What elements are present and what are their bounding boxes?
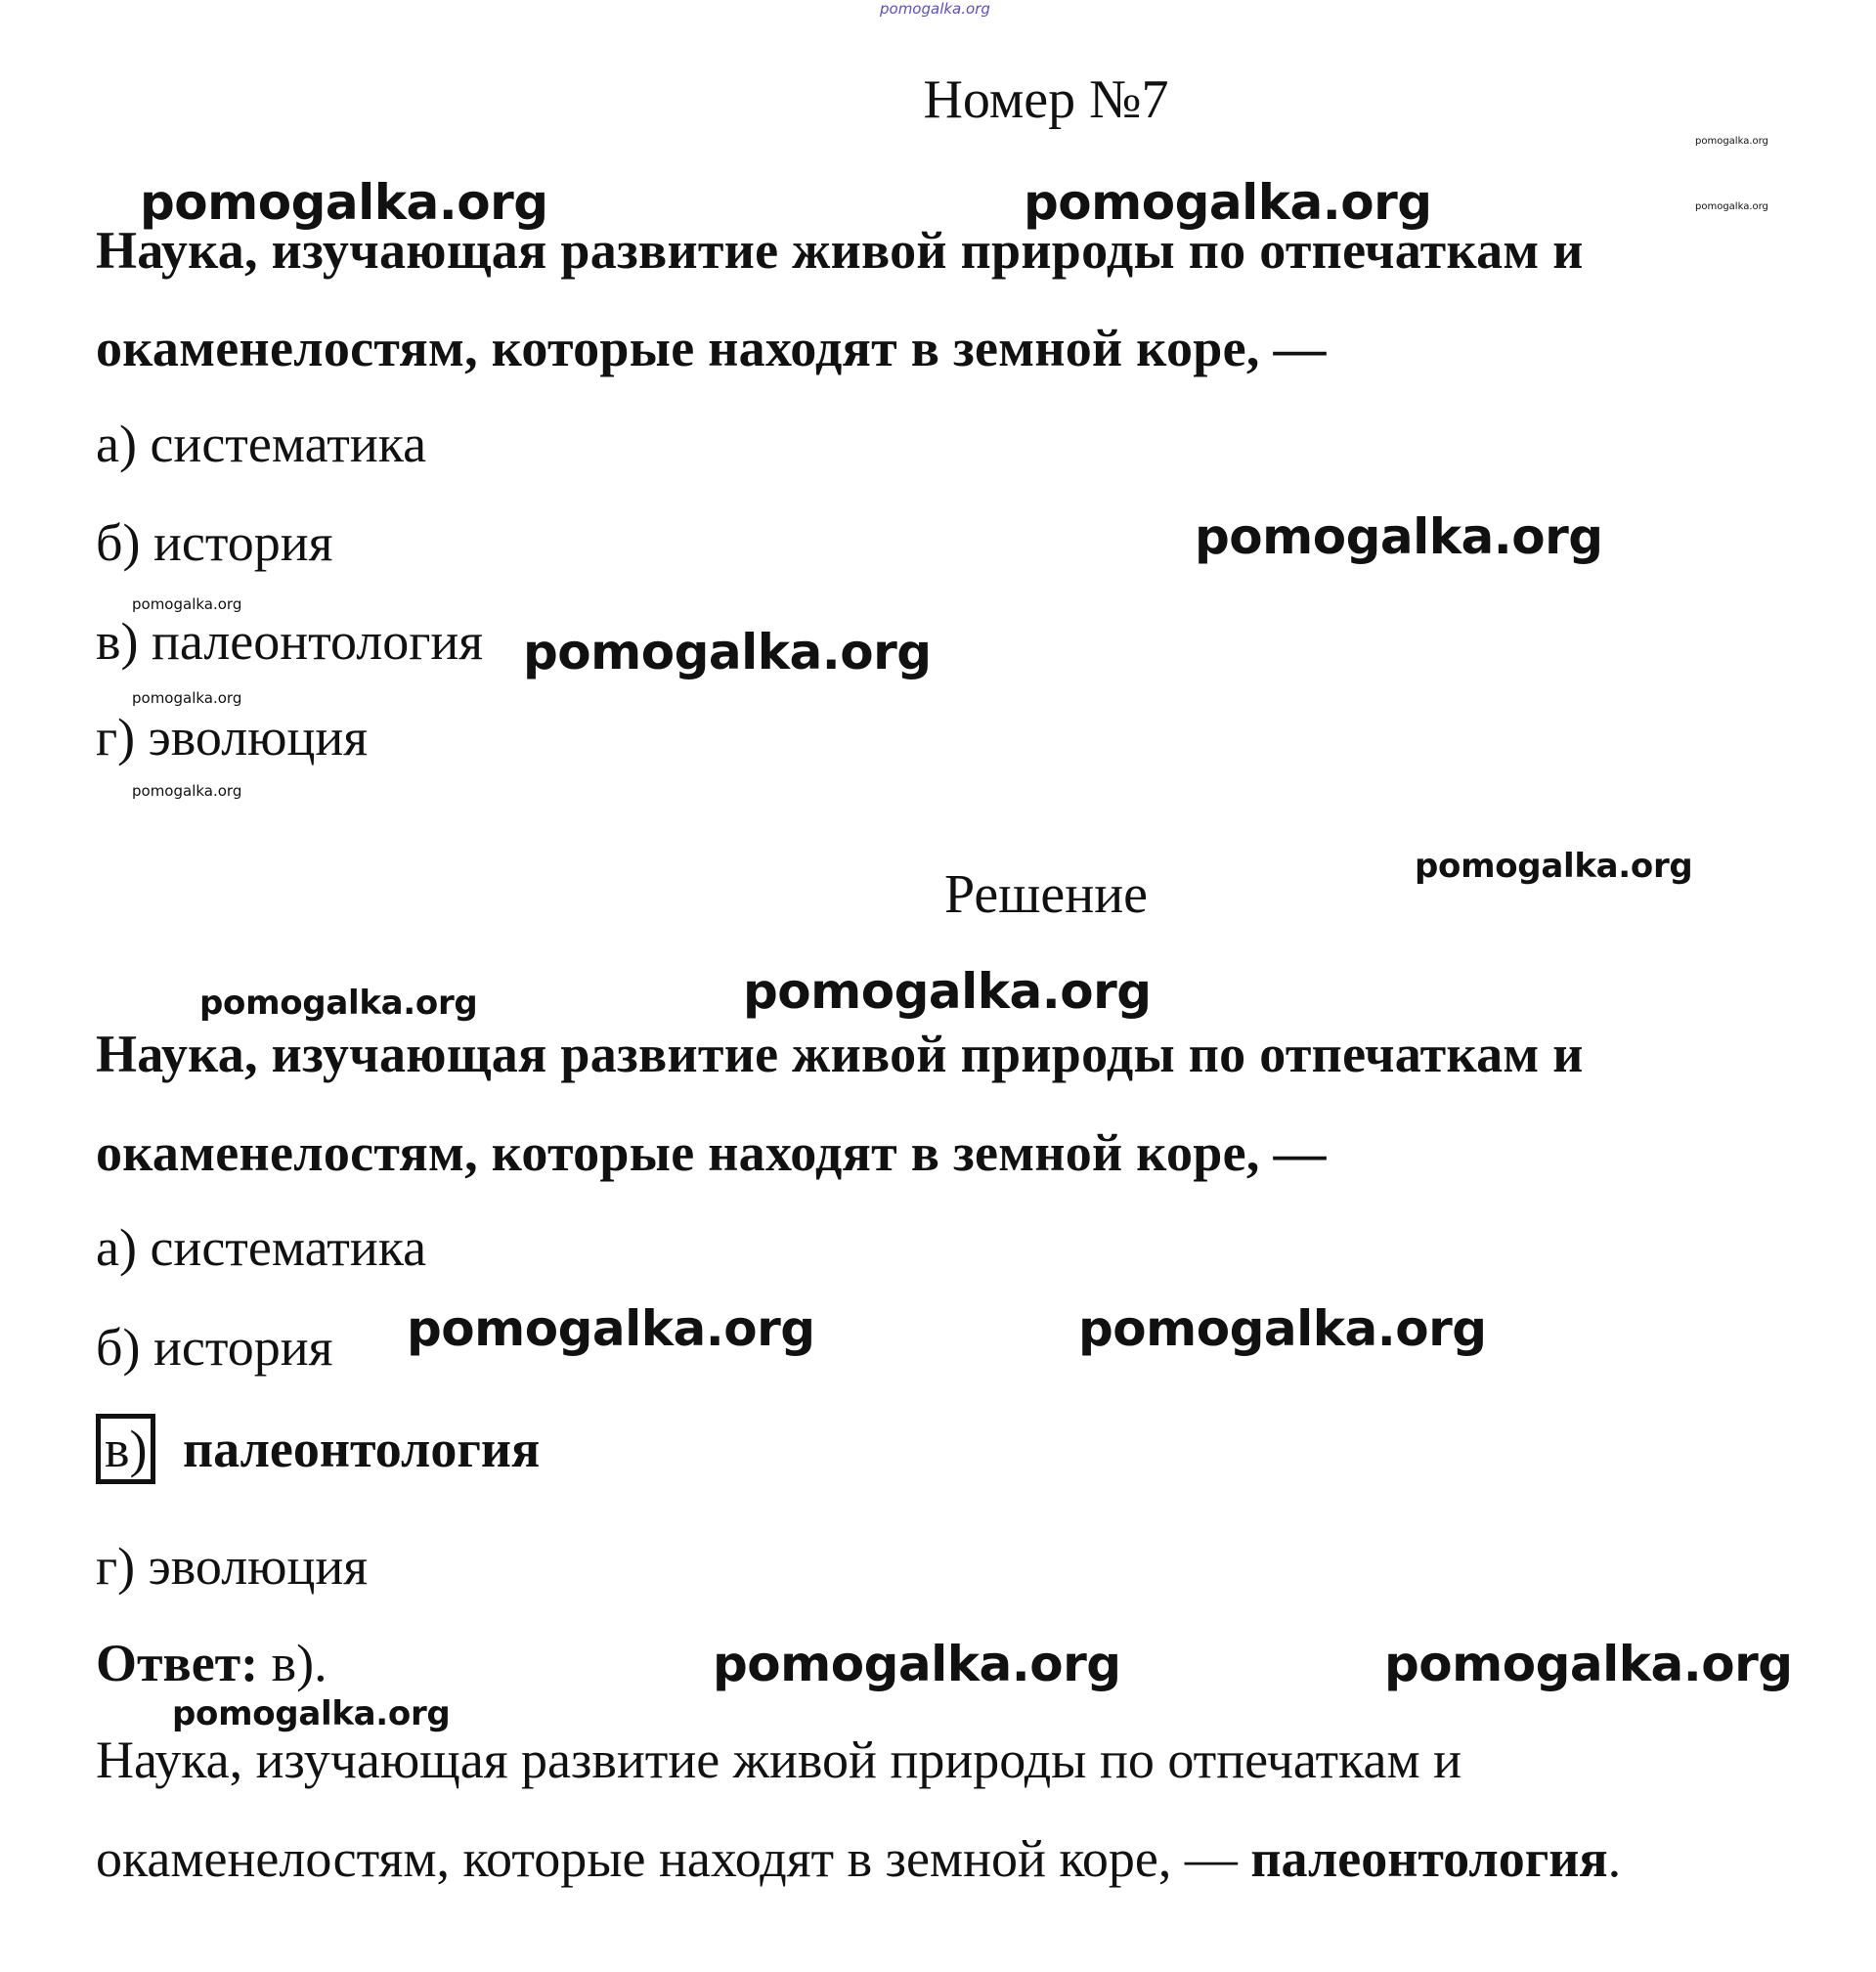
watermark: pomogalka.org bbox=[1695, 201, 1768, 212]
watermark: pomogalka.org bbox=[713, 1636, 1121, 1692]
watermark: pomogalka.org bbox=[1695, 136, 1768, 147]
watermark: pomogalka.org bbox=[140, 174, 548, 231]
solution-line-1: Наука, изучающая развитие живой природы по отпечаткам и bbox=[96, 1025, 1584, 1083]
correct-answer-marker: в) bbox=[96, 1414, 155, 1484]
solution-option-c bbox=[96, 1414, 540, 1484]
explanation-end: . bbox=[1607, 1829, 1622, 1888]
watermark: pomogalka.org bbox=[1078, 1300, 1487, 1357]
solution-line-2: окаменелостям, которые находят в земной коре, — bbox=[96, 1123, 1327, 1182]
watermark: pomogalka.org bbox=[132, 782, 242, 800]
solution-option-a: а) систематика bbox=[96, 1218, 427, 1277]
watermark: pomogalka.org bbox=[523, 624, 932, 680]
answer-value: в). bbox=[271, 1634, 327, 1692]
watermark: pomogalka.org bbox=[1384, 1636, 1793, 1692]
question-line-1: Наука, изучающая развитие живой природы по отпечаткам и bbox=[96, 221, 1584, 280]
watermark: pomogalka.org bbox=[1195, 508, 1603, 565]
watermark: pomogalka.org bbox=[1024, 174, 1432, 231]
correct-answer-text: палеонтология bbox=[182, 1420, 541, 1478]
watermark: pomogalka.org bbox=[132, 595, 242, 613]
answer-line bbox=[96, 1633, 327, 1693]
explanation-line-2 bbox=[96, 1828, 1621, 1889]
explanation-answer: палеонтология bbox=[1250, 1829, 1608, 1888]
question-line-2: окаменелостям, которые находят в земной коре, — bbox=[96, 319, 1327, 377]
solution-heading: Решение bbox=[943, 864, 1149, 925]
option-a: а) систематика bbox=[96, 415, 427, 473]
watermark: pomogalka.org bbox=[132, 689, 242, 707]
watermark: pomogalka.org bbox=[172, 1694, 451, 1733]
option-b: б) история bbox=[96, 513, 333, 572]
option-d: г) эволюция bbox=[96, 708, 369, 767]
answer-label: Ответ: bbox=[96, 1634, 259, 1692]
watermark: pomogalka.org bbox=[743, 963, 1152, 1020]
page-title: Номер №7 bbox=[923, 69, 1169, 130]
explanation-text: окаменелостям, которые находят в земной коре, — bbox=[96, 1829, 1238, 1888]
watermark: pomogalka.org bbox=[407, 1300, 815, 1357]
watermark: pomogalka.org bbox=[199, 984, 478, 1023]
solution-option-b: б) история bbox=[96, 1318, 333, 1377]
watermark: pomogalka.org bbox=[880, 0, 990, 18]
watermark: pomogalka.org bbox=[1415, 847, 1693, 886]
solution-option-d: г) эволюция bbox=[96, 1537, 369, 1596]
option-c: в) палеонтология bbox=[96, 612, 484, 671]
explanation-line-1: Наука, изучающая развитие живой природы по отпечаткам и bbox=[96, 1731, 1462, 1789]
